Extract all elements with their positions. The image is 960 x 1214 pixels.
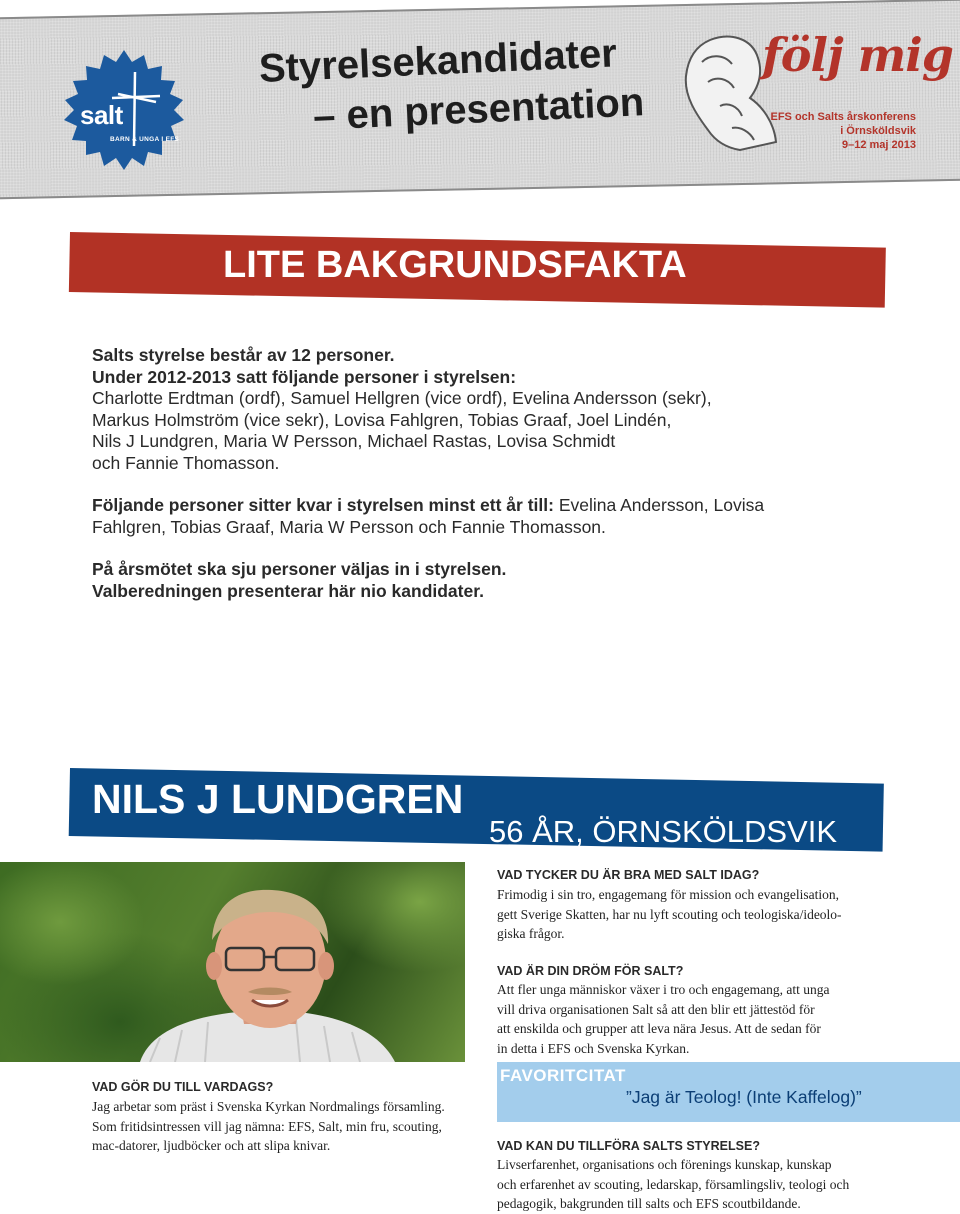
event-info xyxy=(771,110,917,152)
favorite-quote-label: FAVORITCITAT xyxy=(500,1066,626,1085)
bg-p2-rest: Evelina Andersson, Lovisa xyxy=(553,495,765,515)
title-line-2: – en presentation xyxy=(312,80,646,139)
bg-p2-line2: Fahlgren, Tobias Graaf, Maria W Persson och Fannie Thomasson. xyxy=(92,516,606,537)
question-2: VAD ÄR DIN DRÖM FÖR SALT? xyxy=(497,964,684,978)
answer-2-line-1: Att fler unga människor växer i tro och engagemang, att unga xyxy=(497,982,830,997)
event-line-1: EFS och Salts årskonferens xyxy=(770,111,916,123)
answer-4 xyxy=(497,1155,897,1214)
answer-2 xyxy=(497,980,877,1058)
portrait-illustration xyxy=(0,862,465,1062)
answer-3 xyxy=(92,1097,482,1156)
answer-2-line-4: in detta i EFS och Svenska Kyrkan. xyxy=(497,1040,690,1056)
answer-2-line-3: att enskilda och grupper att leva nära Jesus. Att de sedan för xyxy=(497,1021,821,1036)
bg-p3-line2: Valberedningen presenterar här nio kandidater. xyxy=(92,580,484,601)
answer-4-line-3: pedagogik, bakgrunden till salts och EFS scoutbildande. xyxy=(497,1196,801,1211)
answer-1-line-3: giska frågor. xyxy=(497,926,565,941)
candidate-photo xyxy=(0,862,465,1062)
answer-3-line-2: Som fritidsintressen vill jag nämna: EFS, Salt, min fru, scouting, xyxy=(92,1118,442,1134)
question-4: VAD KAN DU TILLFÖRA SALTS STYRELSE? xyxy=(497,1139,760,1153)
bg-p1-bold1: Salts styrelse består av 12 personer. xyxy=(92,345,395,365)
answer-3-line-3: mac-datorer, ljudböcker och att slipa knivar. xyxy=(92,1138,331,1153)
section-heading: LITE BAKGRUNDSFAKTA xyxy=(223,244,687,286)
bg-p1-line3: Charlotte Erdtman (ordf), Samuel Hellgren (vice ordf), Evelina Andersson (sekr), xyxy=(92,388,712,408)
answer-1-line-2: gett Sverige Skatten, har nu lyft scouting och teologiska/ideolo- xyxy=(497,906,842,922)
background-text xyxy=(92,345,892,602)
question-3: VAD GÖR DU TILL VARDAGS? xyxy=(92,1080,274,1094)
bg-p1-bold2: Under 2012-2013 satt följande personer i styrelsen: xyxy=(92,366,517,387)
event-line-2: i Örnsköldsvik xyxy=(840,125,916,137)
event-logo-title: följ mig xyxy=(762,28,953,82)
candidate-age-place: 56 ÅR, ÖRNSKÖLDSVIK xyxy=(489,814,838,849)
bg-p1-line6: och Fannie Thomasson. xyxy=(92,452,280,473)
salt-logo-text: salt xyxy=(80,100,123,130)
answer-1-line-1: Frimodig i sin tro, engagemang för mission och evangelisation, xyxy=(497,887,839,902)
answer-3-line-1: Jag arbetar som präst i Svenska Kyrkan Nordmalings församling. xyxy=(92,1099,445,1114)
answer-2-line-2: vill driva organisationen Salt så att den blir ett jättestöd för xyxy=(497,1001,815,1017)
candidate-name: NILS J LUNDGREN xyxy=(92,776,464,822)
event-line-3: 9–12 maj 2013 xyxy=(841,139,916,151)
answer-4-line-2: och erfarenhet av scouting, ledarskap, församlingsliv, teologi och xyxy=(497,1176,850,1192)
salt-logo-subtitle: BARN & UNGA I EFS xyxy=(110,136,180,143)
answer-1 xyxy=(497,885,877,944)
bg-p1-line4: Markus Holmström (vice sekr), Lovisa Fahlgren, Tobias Graaf, Joel Lindén, xyxy=(92,409,672,430)
page-title xyxy=(258,27,645,144)
favorite-quote-text: ”Jag är Teolog! (Inte Kaffelog)” xyxy=(626,1087,862,1107)
bg-p2-bold: Följande personer sitter kvar i styrelsen minst ett år till: xyxy=(92,495,554,515)
bg-p1-line5: Nils J Lundgren, Maria W Persson, Michael Rastas, Lovisa Schmidt xyxy=(92,431,616,451)
bg-p3-line1: På årsmötet ska sju personer väljas in i styrelsen. xyxy=(92,559,507,579)
answer-4-line-1: Livserfarenhet, organisations och förenings kunskap, kunskap xyxy=(497,1157,832,1172)
question-1: VAD TYCKER DU ÄR BRA MED SALT IDAG? xyxy=(497,868,760,882)
title-line-1: Styrelsekandidater xyxy=(258,31,618,91)
